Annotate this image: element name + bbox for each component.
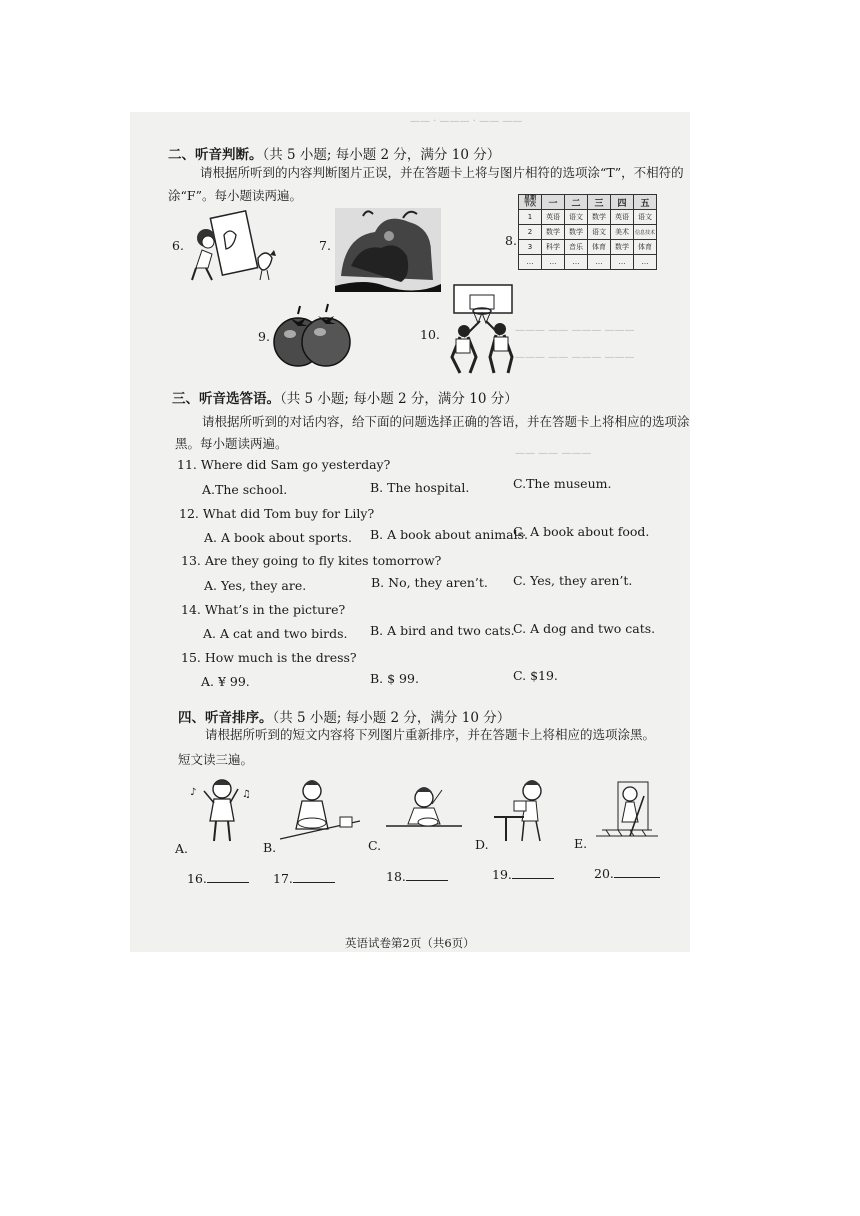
item-number: 8. — [505, 233, 517, 248]
answer-option-b: B. No, they aren’t. — [371, 575, 488, 590]
answer-blank-19[interactable]: 19. — [492, 866, 554, 882]
schedule-corner: 星期 节次 — [519, 195, 542, 210]
item-number: 6. — [172, 238, 184, 253]
schedule-cell: 数学 — [611, 240, 634, 255]
schedule-cell: … — [565, 255, 588, 270]
item-number: 10. — [420, 327, 440, 342]
answer-option-c: C. $19. — [513, 668, 558, 683]
schedule-cell: 英语 — [611, 210, 634, 225]
picture-label: E. — [574, 836, 588, 851]
question-text: 13. Are they going to fly kites tomorrow? — [181, 553, 442, 568]
class-schedule-table — [518, 194, 657, 270]
bleed-through-text: —— · ——— · —— —— — [410, 116, 523, 127]
schedule-cell: 2 — [519, 225, 542, 240]
question-text: 14. What’s in the picture? — [181, 602, 346, 617]
schedule-cell: 体育 — [634, 240, 657, 255]
schedule-cell: 数学 — [565, 225, 588, 240]
answer-blank-20[interactable]: 20. — [594, 865, 660, 881]
svg-text:♪: ♪ — [190, 787, 197, 798]
girl-painting-rooster-image — [188, 210, 283, 288]
answer-option-c: C. Yes, they aren’t. — [513, 573, 633, 588]
tomatoes-image — [270, 300, 354, 372]
section4-instruction: 请根据所听到的短文内容将下列图片重新排序，并在答题卡上将相应的选项涂黑。 — [205, 727, 656, 742]
schedule-day: 四 — [611, 195, 634, 210]
answer-blank-17[interactable]: 17. — [273, 870, 335, 886]
section2-instruction-cont: 涂“F”。每小题读两遍。 — [168, 188, 302, 203]
schedule-day: 一 — [542, 195, 565, 210]
schedule-cell: 语文 — [588, 225, 611, 240]
answer-option-c: C. A dog and two cats. — [513, 621, 656, 636]
schedule-cell: 音乐 — [565, 240, 588, 255]
item-number: 7. — [319, 238, 331, 253]
girl-reading-image — [492, 777, 552, 843]
picture-label: A. — [175, 841, 189, 856]
section2-heading: 二、听音判断。（共 5 小题; 每小题 2 分，满分 10 分） — [168, 147, 501, 163]
girl-sweeping-floor-image — [594, 780, 660, 840]
schedule-cell: 体育 — [588, 240, 611, 255]
schedule-cell: 信息技术 — [634, 225, 657, 240]
schedule-cell: … — [519, 255, 542, 270]
section3-instruction: 请根据所听到的对话内容，给下面的问题选择正确的答语，并在答题卡上将相应的选项涂 — [202, 414, 690, 429]
svg-text:♫: ♫ — [242, 789, 251, 800]
section4-heading: 四、听音排序。（共 5 小题; 每小题 2 分，满分 10 分） — [178, 710, 511, 726]
schedule-cell: 英语 — [542, 210, 565, 225]
schedule-day: 二 — [565, 195, 588, 210]
answer-option-b: B. $ 99. — [370, 671, 419, 686]
question-text: 12. What did Tom buy for Lily? — [179, 506, 375, 521]
picture-label: D. — [475, 837, 489, 852]
item-number: 9. — [258, 329, 270, 344]
schedule-cell: 美术 — [611, 225, 634, 240]
answer-option-b: B. A book about animals. — [370, 527, 528, 542]
basketball-players-image — [440, 283, 522, 375]
schedule-cell: 数学 — [588, 210, 611, 225]
section3-instruction-cont: 黑。每小题读两遍。 — [175, 436, 288, 451]
section3-heading: 三、听音选答语。（共 5 小题; 每小题 2 分，满分 10 分） — [172, 391, 518, 407]
elephants-forest-image — [333, 206, 443, 294]
schedule-day: 五 — [634, 195, 657, 210]
answer-option-c: C. A book about food. — [513, 524, 650, 539]
schedule-cell: 科学 — [542, 240, 565, 255]
page-footer: 英语试卷第2页（共6页） — [345, 936, 475, 950]
answer-option-b: B. The hospital. — [370, 480, 470, 495]
answer-blank-18[interactable]: 18. — [386, 868, 448, 884]
answer-option-a: A. A cat and two birds. — [203, 626, 348, 641]
schedule-cell: 语文 — [634, 210, 657, 225]
answer-blank-16[interactable]: 16. — [187, 870, 249, 886]
schedule-cell: … — [542, 255, 565, 270]
schedule-cell: … — [611, 255, 634, 270]
question-text: 15. How much is the dress? — [181, 650, 357, 665]
schedule-cell: 3 — [519, 240, 542, 255]
answer-option-a: A.The school. — [202, 482, 288, 497]
schedule-day: 三 — [588, 195, 611, 210]
answer-option-a: A. Yes, they are. — [204, 578, 307, 593]
bleed-through-text: ——— —— ——— ——— — [515, 352, 635, 363]
answer-option-c: C.The museum. — [513, 476, 612, 491]
answer-option-b: B. A bird and two cats. — [370, 623, 515, 638]
answer-option-a: A. ¥ 99. — [201, 674, 250, 689]
section4-instruction-cont: 短文读三遍。 — [178, 752, 254, 767]
bleed-through-text: —— —— ——— — [515, 448, 592, 459]
girl-singing-image — [188, 775, 258, 847]
schedule-cell: 语文 — [565, 210, 588, 225]
section2-instruction: 请根据所听到的内容判断图片正误，并在答题卡上将与图片相符的选项涂“T”，不相符的 — [200, 165, 684, 180]
schedule-cell: 数学 — [542, 225, 565, 240]
girl-eating-noodles-image — [384, 782, 464, 840]
schedule-cell: … — [588, 255, 611, 270]
bleed-through-text: ——— —— ——— ——— — [515, 325, 635, 336]
picture-label: B. — [263, 840, 277, 855]
answer-option-a: A. A book about sports. — [204, 530, 352, 545]
schedule-cell: … — [634, 255, 657, 270]
schedule-cell: 1 — [519, 210, 542, 225]
question-text: 11. Where did Sam go yesterday? — [177, 457, 391, 472]
picture-label: C. — [368, 838, 382, 853]
girl-cooking-image — [278, 777, 360, 847]
